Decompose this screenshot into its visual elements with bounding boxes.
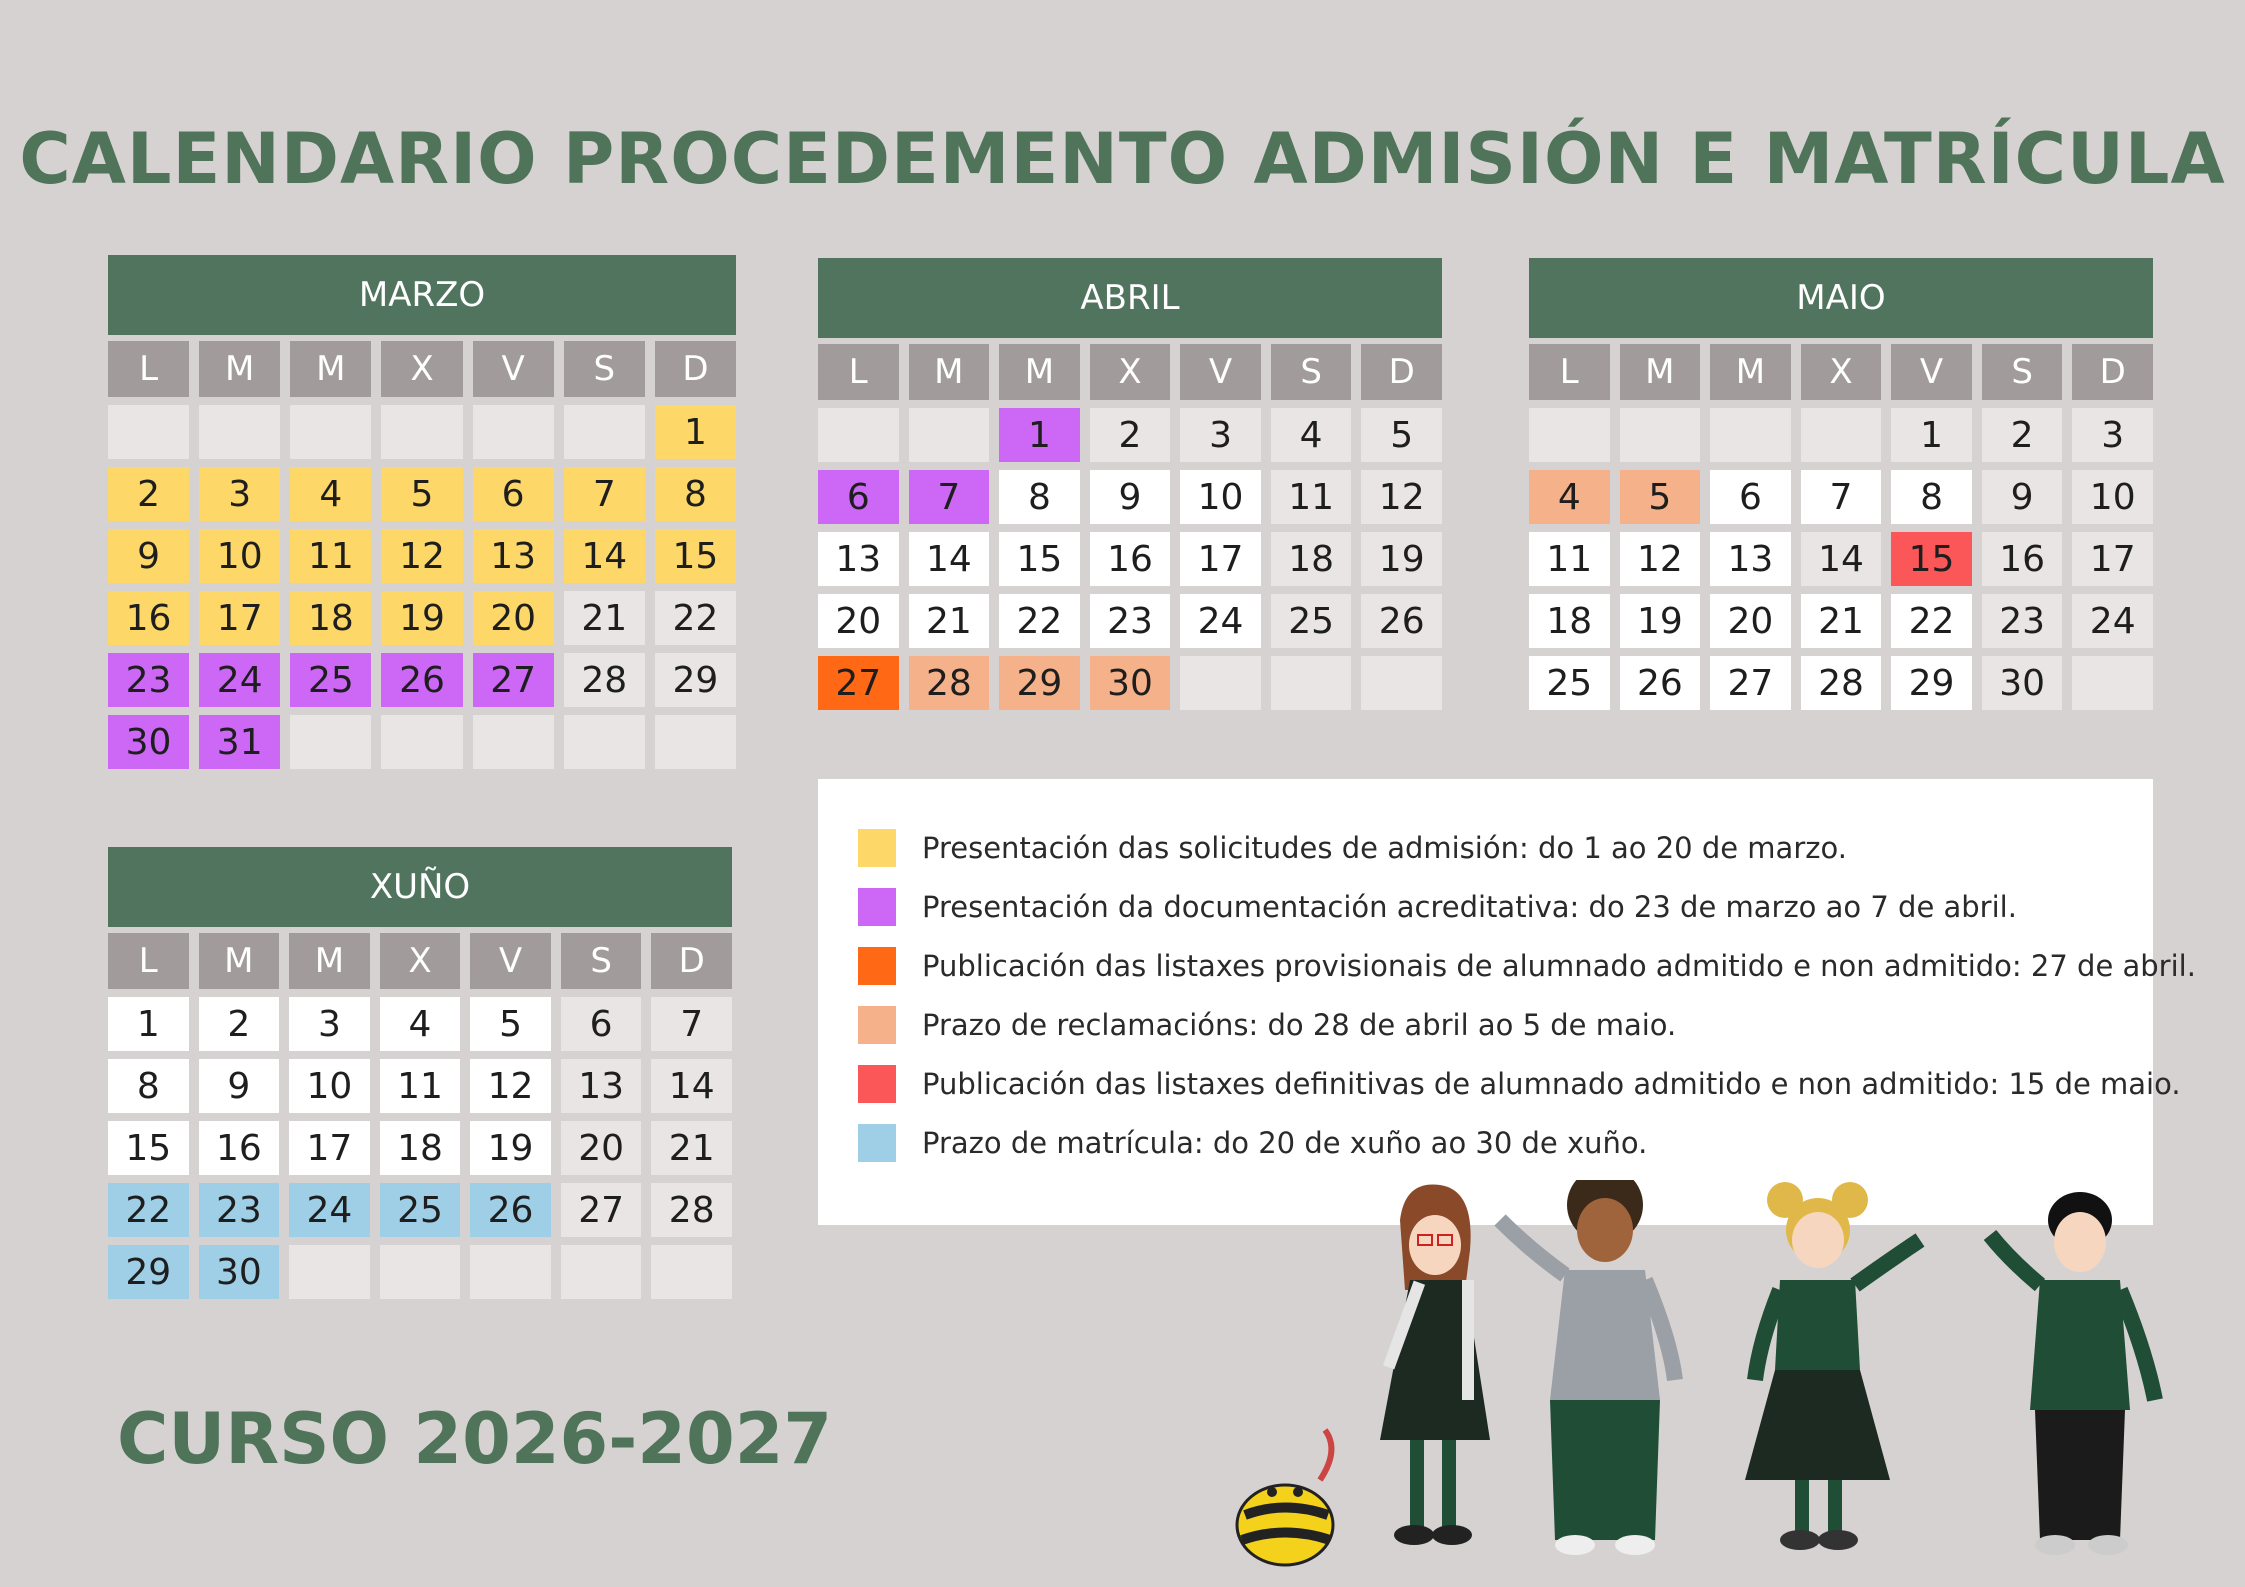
legend-text: Publicación das listaxes provisionais de alumnado admitido e non admitido: 27 de abril. xyxy=(922,949,2196,983)
day-cell: 29 xyxy=(108,1245,189,1299)
day-cell: 11 xyxy=(1271,470,1352,524)
day-cell: 3 xyxy=(199,467,280,521)
day-cell: 28 xyxy=(1801,656,1882,710)
day-cell: 11 xyxy=(380,1059,461,1113)
calendar-maio xyxy=(1529,258,2153,710)
legend-item xyxy=(858,1006,2196,1044)
legend-text: Presentación das solicitudes de admisión: do 1 ao 20 de marzo. xyxy=(922,831,1847,865)
weekday-header: M xyxy=(1710,344,1791,400)
empty-cell xyxy=(380,1245,461,1299)
day-cell: 25 xyxy=(380,1183,461,1237)
boy-black-hair-icon xyxy=(1990,1192,2155,1555)
weekday-header: M xyxy=(1620,344,1701,400)
weekday-header: D xyxy=(2072,344,2153,400)
day-cell: 6 xyxy=(1710,470,1791,524)
day-cell: 26 xyxy=(470,1183,551,1237)
day-cell: 21 xyxy=(909,594,990,648)
page-title: CALENDARIO PROCEDEMENTO ADMISIÓN E MATRÍCULA xyxy=(19,118,2226,200)
bee-backpack-icon xyxy=(1237,1430,1333,1565)
empty-cell xyxy=(381,405,462,459)
empty-cell xyxy=(1271,656,1352,710)
empty-cell xyxy=(199,405,280,459)
day-cell: 30 xyxy=(199,1245,280,1299)
day-cell: 29 xyxy=(655,653,736,707)
day-cell: 28 xyxy=(564,653,645,707)
legend-text: Presentación da documentación acreditativa: do 23 de marzo ao 7 de abril. xyxy=(922,890,2017,924)
day-cell: 3 xyxy=(1180,408,1261,462)
day-cell: 19 xyxy=(1620,594,1701,648)
day-cell: 7 xyxy=(651,997,732,1051)
day-cell: 21 xyxy=(651,1121,732,1175)
day-cell: 20 xyxy=(473,591,554,645)
calendar-abril xyxy=(818,258,1442,710)
weekday-header: M xyxy=(199,933,280,989)
month-grid xyxy=(1529,344,2153,710)
day-cell: 16 xyxy=(108,591,189,645)
empty-cell xyxy=(1710,408,1791,462)
day-cell: 14 xyxy=(909,532,990,586)
day-cell: 29 xyxy=(1891,656,1972,710)
day-cell: 13 xyxy=(1710,532,1791,586)
month-title: MARZO xyxy=(108,255,736,335)
day-cell: 18 xyxy=(380,1121,461,1175)
empty-cell xyxy=(470,1245,551,1299)
day-cell: 17 xyxy=(199,591,280,645)
legend-item xyxy=(858,888,2196,926)
day-cell: 15 xyxy=(108,1121,189,1175)
day-cell: 23 xyxy=(108,653,189,707)
month-title: MAIO xyxy=(1529,258,2153,338)
legend-item xyxy=(858,947,2196,985)
empty-cell xyxy=(108,405,189,459)
legend-text: Prazo de matrícula: do 20 de xuño ao 30 de xuño. xyxy=(922,1126,1648,1160)
empty-cell xyxy=(289,1245,370,1299)
day-cell: 23 xyxy=(1982,594,2063,648)
weekday-header: X xyxy=(1090,344,1171,400)
day-cell: 3 xyxy=(2072,408,2153,462)
empty-cell xyxy=(290,715,371,769)
day-cell: 16 xyxy=(1090,532,1171,586)
day-cell: 1 xyxy=(655,405,736,459)
day-cell: 6 xyxy=(818,470,899,524)
empty-cell xyxy=(2072,656,2153,710)
day-cell: 8 xyxy=(999,470,1080,524)
legend-list xyxy=(858,829,2196,1183)
weekday-header: M xyxy=(289,933,370,989)
day-cell: 18 xyxy=(1271,532,1352,586)
empty-cell xyxy=(473,715,554,769)
day-cell: 26 xyxy=(1620,656,1701,710)
legend-swatch xyxy=(858,829,896,867)
month-grid xyxy=(818,344,1442,710)
empty-cell xyxy=(651,1245,732,1299)
day-cell: 2 xyxy=(108,467,189,521)
weekday-header: M xyxy=(999,344,1080,400)
empty-cell xyxy=(564,405,645,459)
day-cell: 6 xyxy=(473,467,554,521)
day-cell: 26 xyxy=(381,653,462,707)
day-cell: 24 xyxy=(199,653,280,707)
weekday-header: V xyxy=(470,933,551,989)
legend-item xyxy=(858,1124,2196,1162)
day-cell: 1 xyxy=(108,997,189,1051)
day-cell: 11 xyxy=(290,529,371,583)
day-cell: 18 xyxy=(290,591,371,645)
empty-cell xyxy=(655,715,736,769)
day-cell: 17 xyxy=(1180,532,1261,586)
day-cell: 13 xyxy=(561,1059,642,1113)
children-illustration xyxy=(1230,1180,2210,1580)
day-cell: 5 xyxy=(1361,408,1442,462)
empty-cell xyxy=(473,405,554,459)
day-cell: 14 xyxy=(564,529,645,583)
day-cell: 28 xyxy=(909,656,990,710)
girl-blonde-buns-icon xyxy=(1745,1182,1920,1550)
weekday-header: X xyxy=(1801,344,1882,400)
empty-cell xyxy=(818,408,899,462)
day-cell: 25 xyxy=(1529,656,1610,710)
empty-cell xyxy=(1801,408,1882,462)
day-cell: 19 xyxy=(381,591,462,645)
day-cell: 11 xyxy=(1529,532,1610,586)
day-cell: 10 xyxy=(289,1059,370,1113)
day-cell: 27 xyxy=(561,1183,642,1237)
day-cell: 19 xyxy=(1361,532,1442,586)
day-cell: 29 xyxy=(999,656,1080,710)
empty-cell xyxy=(564,715,645,769)
day-cell: 4 xyxy=(1529,470,1610,524)
weekday-header: S xyxy=(1982,344,2063,400)
day-cell: 15 xyxy=(1891,532,1972,586)
day-cell: 24 xyxy=(2072,594,2153,648)
day-cell: 2 xyxy=(199,997,280,1051)
day-cell: 10 xyxy=(2072,470,2153,524)
day-cell: 10 xyxy=(199,529,280,583)
weekday-header: V xyxy=(1891,344,1972,400)
legend-swatch xyxy=(858,1065,896,1103)
weekday-header: M xyxy=(290,341,371,397)
day-cell: 8 xyxy=(1891,470,1972,524)
legend-item xyxy=(858,1065,2196,1103)
day-cell: 12 xyxy=(381,529,462,583)
weekday-header: L xyxy=(818,344,899,400)
weekday-header: X xyxy=(380,933,461,989)
day-cell: 14 xyxy=(1801,532,1882,586)
day-cell: 7 xyxy=(1801,470,1882,524)
day-cell: 14 xyxy=(651,1059,732,1113)
weekday-header: L xyxy=(1529,344,1610,400)
empty-cell xyxy=(1180,656,1261,710)
day-cell: 30 xyxy=(1090,656,1171,710)
day-cell: 20 xyxy=(818,594,899,648)
day-cell: 7 xyxy=(909,470,990,524)
legend-text: Publicación das listaxes definitivas de alumnado admitido e non admitido: 15 de maio. xyxy=(922,1067,2181,1101)
day-cell: 25 xyxy=(1271,594,1352,648)
calendar-marzo xyxy=(108,255,736,769)
empty-cell xyxy=(1620,408,1701,462)
day-cell: 8 xyxy=(655,467,736,521)
day-cell: 30 xyxy=(108,715,189,769)
legend-swatch xyxy=(858,947,896,985)
day-cell: 22 xyxy=(1891,594,1972,648)
day-cell: 22 xyxy=(999,594,1080,648)
legend-swatch xyxy=(858,1124,896,1162)
weekday-header: D xyxy=(655,341,736,397)
day-cell: 6 xyxy=(561,997,642,1051)
day-cell: 27 xyxy=(473,653,554,707)
legend-swatch xyxy=(858,1006,896,1044)
day-cell: 12 xyxy=(1361,470,1442,524)
day-cell: 2 xyxy=(1090,408,1171,462)
day-cell: 13 xyxy=(818,532,899,586)
day-cell: 27 xyxy=(1710,656,1791,710)
day-cell: 18 xyxy=(1529,594,1610,648)
day-cell: 9 xyxy=(1090,470,1171,524)
day-cell: 8 xyxy=(108,1059,189,1113)
weekday-header: D xyxy=(651,933,732,989)
day-cell: 10 xyxy=(1180,470,1261,524)
day-cell: 17 xyxy=(2072,532,2153,586)
month-grid xyxy=(108,933,732,1299)
day-cell: 9 xyxy=(199,1059,280,1113)
day-cell: 16 xyxy=(1982,532,2063,586)
girl-glasses-icon xyxy=(1380,1184,1490,1545)
weekday-header: M xyxy=(199,341,280,397)
day-cell: 26 xyxy=(1361,594,1442,648)
day-cell: 31 xyxy=(199,715,280,769)
legend-swatch xyxy=(858,888,896,926)
day-cell: 17 xyxy=(289,1121,370,1175)
day-cell: 15 xyxy=(655,529,736,583)
boy-curly-hair-icon xyxy=(1500,1180,1675,1555)
weekday-header: M xyxy=(909,344,990,400)
calendar-xuno xyxy=(108,847,732,1299)
day-cell: 9 xyxy=(108,529,189,583)
day-cell: 5 xyxy=(381,467,462,521)
day-cell: 4 xyxy=(1271,408,1352,462)
weekday-header: L xyxy=(108,341,189,397)
day-cell: 4 xyxy=(290,467,371,521)
legend-item xyxy=(858,829,2196,867)
day-cell: 2 xyxy=(1982,408,2063,462)
day-cell: 12 xyxy=(1620,532,1701,586)
weekday-header: S xyxy=(561,933,642,989)
day-cell: 9 xyxy=(1982,470,2063,524)
day-cell: 15 xyxy=(999,532,1080,586)
month-grid xyxy=(108,341,736,769)
day-cell: 3 xyxy=(289,997,370,1051)
empty-cell xyxy=(290,405,371,459)
day-cell: 25 xyxy=(290,653,371,707)
course-label: CURSO 2026-2027 xyxy=(117,1398,833,1480)
day-cell: 21 xyxy=(1801,594,1882,648)
day-cell: 16 xyxy=(199,1121,280,1175)
empty-cell xyxy=(909,408,990,462)
day-cell: 23 xyxy=(1090,594,1171,648)
day-cell: 24 xyxy=(1180,594,1261,648)
day-cell: 7 xyxy=(564,467,645,521)
day-cell: 28 xyxy=(651,1183,732,1237)
empty-cell xyxy=(381,715,462,769)
day-cell: 30 xyxy=(1982,656,2063,710)
day-cell: 5 xyxy=(1620,470,1701,524)
weekday-header: S xyxy=(564,341,645,397)
empty-cell xyxy=(1361,656,1442,710)
day-cell: 5 xyxy=(470,997,551,1051)
day-cell: 1 xyxy=(1891,408,1972,462)
day-cell: 27 xyxy=(818,656,899,710)
legend-panel xyxy=(818,779,2196,1225)
weekday-header: V xyxy=(473,341,554,397)
day-cell: 1 xyxy=(999,408,1080,462)
day-cell: 20 xyxy=(1710,594,1791,648)
legend-text: Prazo de reclamacións: do 28 de abril ao 5 de maio. xyxy=(922,1008,1677,1042)
empty-cell xyxy=(1529,408,1610,462)
month-title: ABRIL xyxy=(818,258,1442,338)
weekday-header: V xyxy=(1180,344,1261,400)
weekday-header: X xyxy=(381,341,462,397)
day-cell: 24 xyxy=(289,1183,370,1237)
day-cell: 21 xyxy=(564,591,645,645)
weekday-header: L xyxy=(108,933,189,989)
day-cell: 13 xyxy=(473,529,554,583)
empty-cell xyxy=(561,1245,642,1299)
day-cell: 4 xyxy=(380,997,461,1051)
weekday-header: S xyxy=(1271,344,1352,400)
month-title: XUÑO xyxy=(108,847,732,927)
day-cell: 12 xyxy=(470,1059,551,1113)
day-cell: 20 xyxy=(561,1121,642,1175)
day-cell: 23 xyxy=(199,1183,280,1237)
day-cell: 22 xyxy=(108,1183,189,1237)
day-cell: 22 xyxy=(655,591,736,645)
weekday-header: D xyxy=(1361,344,1442,400)
day-cell: 19 xyxy=(470,1121,551,1175)
